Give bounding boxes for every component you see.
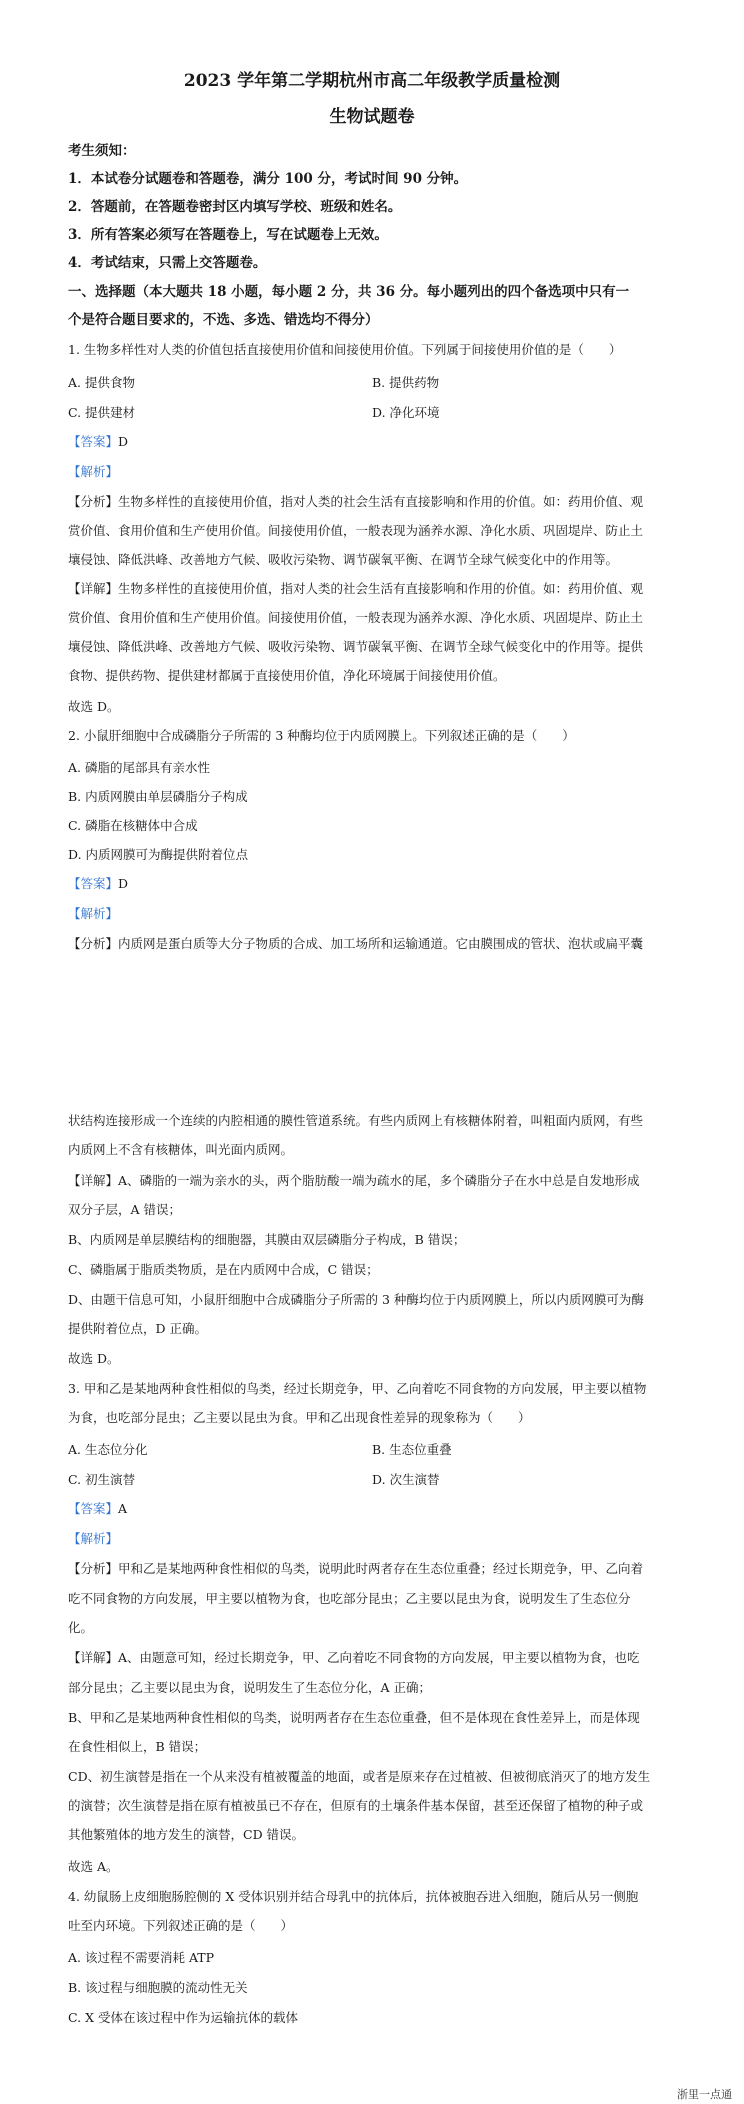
conclusion: 故选 D。 bbox=[68, 1351, 120, 1366]
analysis-text: 化。 bbox=[68, 1620, 94, 1635]
detail-text: B、内质网是单层膜结构的细胞器，其膜由双层磷脂分子构成，B 错误； bbox=[68, 1232, 466, 1247]
analysis-text: 内质网上不含有核糖体，叫光面内质网。 bbox=[68, 1142, 294, 1157]
analysis-text: 【分析】内质网是蛋白质等大分子物质的合成、加工场所和运输通道。它由膜围成的管状、泡状或扁平囊 bbox=[68, 936, 644, 951]
notice-item: 2．答题前，在答题卷密封区内填写学校、班级和姓名。 bbox=[68, 199, 402, 215]
analysis-text: 吃不同食物的方向发展，甲主要以植物为食，也吃部分昆虫；乙主要以昆虫为食，说明发生了生态位分 bbox=[68, 1591, 631, 1606]
option-b: B. 内质网膜由单层磷脂分子构成 bbox=[68, 789, 248, 804]
option-a: A. 生态位分化 bbox=[68, 1442, 148, 1457]
option-b: B. 生态位重叠 bbox=[372, 1442, 452, 1457]
analysis-text: 赏价值、食用价值和生产使用价值。间接使用价值，一般表现为涵养水源、净化水质、巩固堤岸、防止土 bbox=[68, 523, 644, 538]
detail-text: 其他繁殖体的地方发生的演替，CD 错误。 bbox=[68, 1827, 305, 1842]
detail-text: 部分昆虫；乙主要以昆虫为食，说明发生了生态位分化，A 正确； bbox=[68, 1680, 432, 1695]
detail-text: 【详解】A、磷脂的一端为亲水的头，两个脂肪酸一端为疏水的尾，多个磷脂分子在水中总是自发地形成 bbox=[68, 1173, 640, 1188]
answer-tag: 【答案】 bbox=[68, 876, 119, 891]
analysis-tag: 【解析】 bbox=[68, 906, 119, 921]
answer-tag: 【答案】 bbox=[68, 434, 119, 449]
detail-text: D、由题干信息可知，小鼠肝细胞中合成磷脂分子所需的 3 种酶均位于内质网膜上，所以内质网膜可为酶 bbox=[68, 1292, 644, 1307]
analysis-text: 壤侵蚀、降低洪峰、改善地方气候、吸收污染物、调节碳氧平衡、在调节全球气候变化中的作用等。 bbox=[68, 552, 619, 567]
option-c: C. 提供建材 bbox=[68, 405, 136, 420]
answer-tag: 【答案】 bbox=[68, 1501, 119, 1516]
answer-value: A bbox=[118, 1501, 128, 1516]
detail-text: 提供附着位点，D 正确。 bbox=[68, 1321, 207, 1336]
detail-text: 【详解】生物多样性的直接使用价值，指对人类的社会生活有直接影响和作用的价值。如：药用价值、观 bbox=[68, 581, 644, 596]
option-a: A. 该过程不需要消耗 ATP bbox=[68, 1950, 215, 1965]
option-d: D. 内质网膜可为酶提供附着位点 bbox=[68, 847, 249, 862]
analysis-text: 【分析】生物多样性的直接使用价值，指对人类的社会生活有直接影响和作用的价值。如：药用价值、观 bbox=[68, 494, 644, 509]
detail-text: 的演替；次生演替是指在原有植被虽已不存在，但原有的土壤条件基本保留，甚至还保留了植物的种子或 bbox=[68, 1798, 644, 1813]
footer-brand: 浙里一点通 bbox=[677, 2088, 732, 2101]
option-d: D. 净化环境 bbox=[372, 405, 440, 420]
conclusion: 故选 D。 bbox=[68, 699, 120, 714]
question-stem: 为食，也吃部分昆虫；乙主要以昆虫为食。甲和乙出现食性差异的现象称为（ ） bbox=[68, 1410, 531, 1425]
option-b: B. 该过程与细胞膜的流动性无关 bbox=[68, 1980, 248, 1995]
option-c: C. 初生演替 bbox=[68, 1472, 136, 1487]
option-a: A. 磷脂的尾部具有亲水性 bbox=[68, 760, 210, 775]
question-stem: 吐至内环境。下列叙述正确的是（ ） bbox=[68, 1918, 294, 1933]
detail-text: C、磷脂属于脂质类物质，是在内质网中合成，C 错误； bbox=[68, 1262, 379, 1277]
question-stem: 1. 生物多样性对人类的价值包括直接使用价值和间接使用价值。下列属于间接使用价值的是（ ） bbox=[68, 342, 622, 357]
analysis-tag: 【解析】 bbox=[68, 1531, 119, 1546]
detail-text: 【详解】A、由题意可知，经过长期竞争，甲、乙向着吃不同食物的方向发展，甲主要以植物为食，也吃 bbox=[68, 1650, 640, 1665]
analysis-text: 【分析】甲和乙是某地两种食性相似的鸟类，说明此时两者存在生态位重叠；经过长期竞争，甲、乙向着 bbox=[68, 1561, 644, 1576]
answer-value: D bbox=[118, 876, 129, 891]
answer-value: D bbox=[118, 434, 129, 449]
answer-line bbox=[68, 875, 128, 893]
exam-title: 2023 学年第二学期杭州市高二年级教学质量检测 bbox=[183, 71, 561, 91]
notice-heading: 考生须知： bbox=[68, 143, 136, 159]
detail-text: 食物、提供药物、提供建材都属于直接使用价值，净化环境属于间接使用价值。 bbox=[68, 668, 506, 683]
detail-text: 双分子层，A 错误； bbox=[68, 1202, 182, 1217]
analysis-text: 状结构连接形成一个连续的内腔相通的膜性管道系统。有些内质网上有核糖体附着，叫粗面内质网，有些 bbox=[68, 1113, 644, 1128]
option-c: C. 磷脂在核糖体中合成 bbox=[68, 818, 198, 833]
notice-item: 3．所有答案必须写在答题卷上，写在试题卷上无效。 bbox=[68, 227, 388, 243]
section-heading: 个是符合题目要求的，不选、多选、错选均不得分） bbox=[68, 312, 379, 328]
conclusion: 故选 A。 bbox=[68, 1859, 119, 1874]
option-a: A. 提供食物 bbox=[68, 375, 135, 390]
exam-subtitle: 生物试题卷 bbox=[329, 107, 415, 127]
option-c: C. X 受体在该过程中作为运输抗体的载体 bbox=[68, 2010, 298, 2025]
answer-line bbox=[68, 1500, 127, 1518]
detail-text: CD、初生演替是指在一个从来没有植被覆盖的地面，或者是原来存在过植被、但被彻底消灭了的地方发生 bbox=[68, 1769, 651, 1784]
option-b: B. 提供药物 bbox=[372, 375, 440, 390]
detail-text: 在食性相似上，B 错误； bbox=[68, 1739, 207, 1754]
section-heading: 一、选择题（本大题共 18 小题，每小题 2 分，共 36 分。每小题列出的四个备选项中只有一 bbox=[68, 284, 630, 300]
detail-text: 壤侵蚀、降低洪峰、改善地方气候、吸收污染物、调节碳氧平衡、在调节全球气候变化中的作用等。提供 bbox=[68, 639, 644, 654]
question-stem: 4. 幼鼠肠上皮细胞肠腔侧的 X 受体识别并结合母乳中的抗体后，抗体被胞吞进入细胞，随后从另一侧胞 bbox=[68, 1889, 639, 1904]
notice-item: 4．考试结束，只需上交答题卷。 bbox=[68, 255, 267, 271]
question-stem: 2. 小鼠肝细胞中合成磷脂分子所需的 3 种酶均位于内质网膜上。下列叙述正确的是（ ） bbox=[68, 728, 575, 743]
answer-line bbox=[68, 433, 128, 451]
detail-text: B、甲和乙是某地两种食性相似的鸟类，说明两者存在生态位重叠，但不是体现在食性差异上，而是体现 bbox=[68, 1710, 640, 1725]
question-stem: 3. 甲和乙是某地两种食性相似的鸟类，经过长期竞争，甲、乙向着吃不同食物的方向发展，甲主要以植物 bbox=[68, 1381, 647, 1396]
notice-item: 1．本试卷分试题卷和答题卷，满分 100 分，考试时间 90 分钟。 bbox=[68, 171, 468, 187]
option-d: D. 次生演替 bbox=[372, 1472, 440, 1487]
detail-text: 赏价值、食用价值和生产使用价值。间接使用价值，一般表现为涵养水源、净化水质、巩固堤岸、防止土 bbox=[68, 610, 644, 625]
analysis-tag: 【解析】 bbox=[68, 464, 119, 479]
